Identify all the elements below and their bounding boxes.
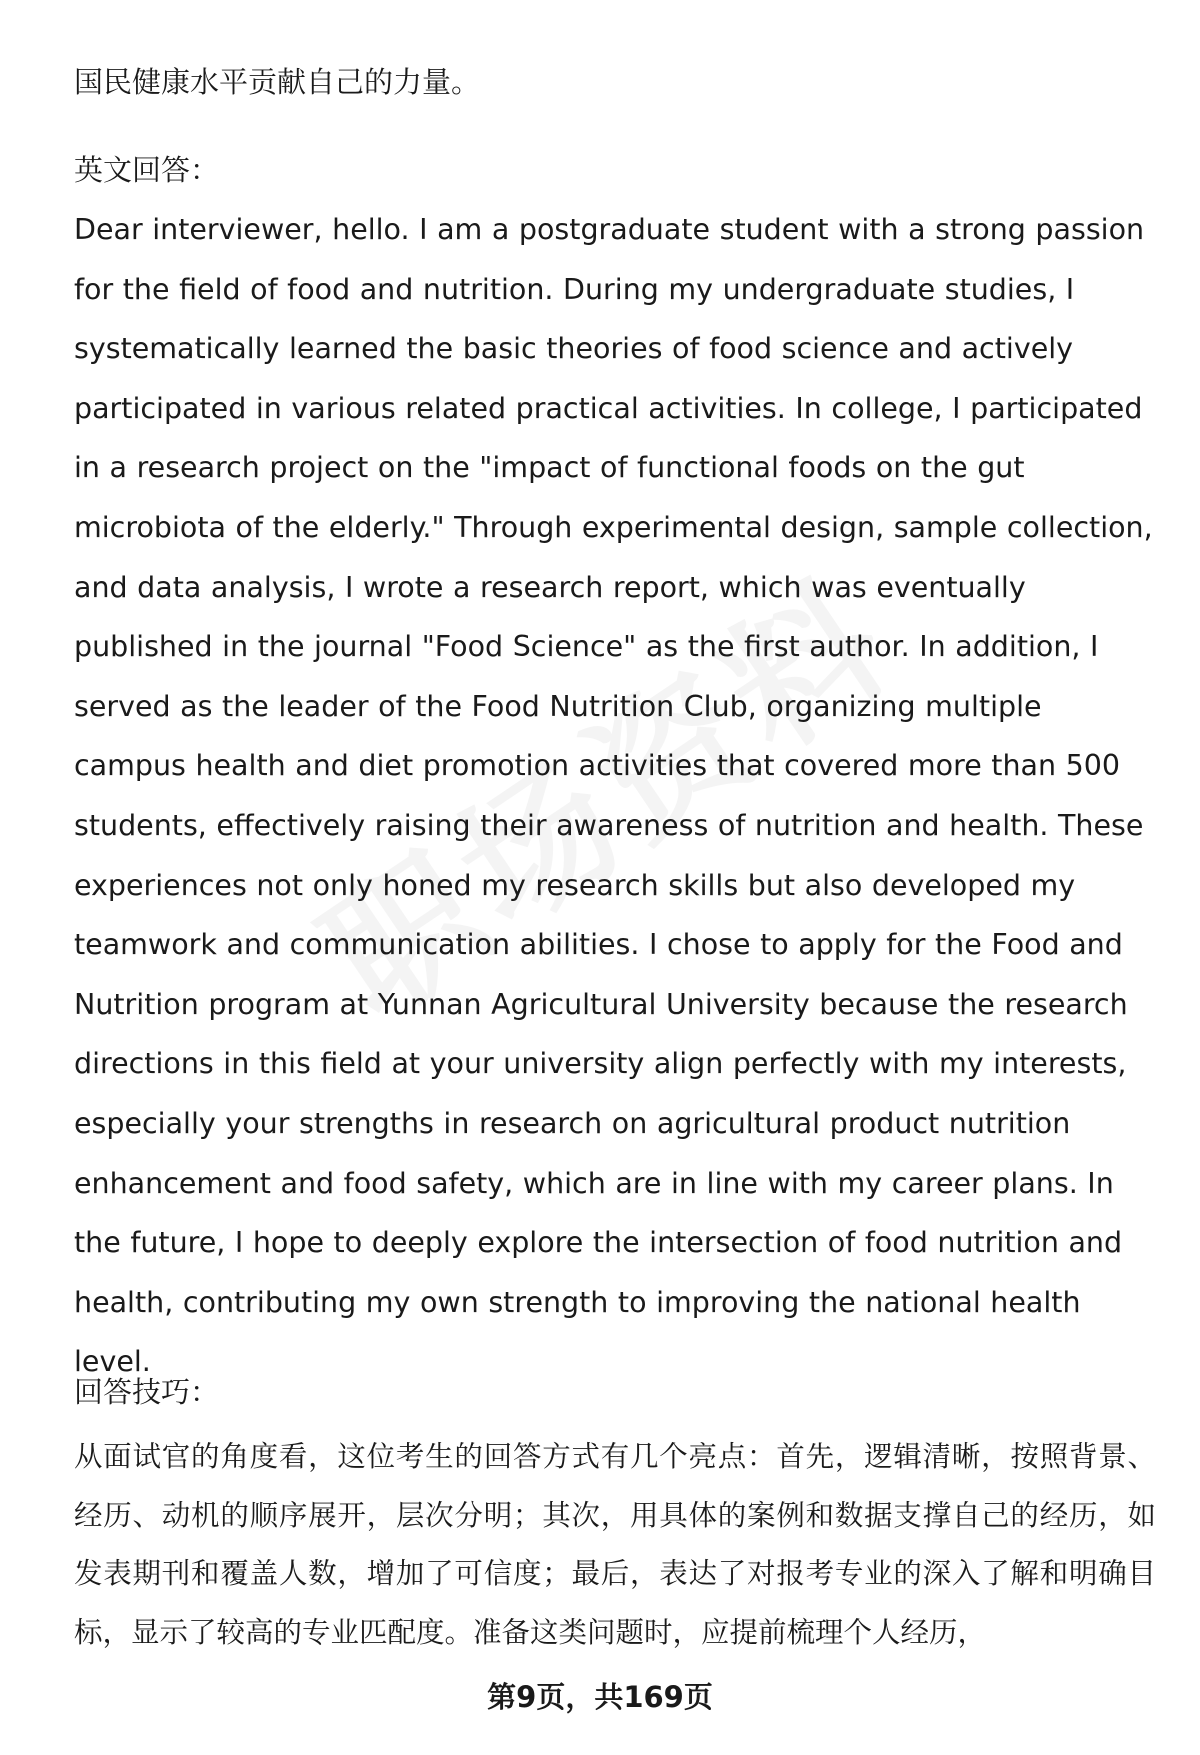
answer-tips-heading: 回答技巧：	[74, 1375, 220, 1409]
answer-tips-paragraph: 从面试官的角度看，这位考生的回答方式有几个亮点：首先，逻辑清晰，按照背景、经历、动机的顺序展开，层次分明；其次，用具体的案例和数据支撑自己的经历，如发表期刊和覆盖人数，增加了可信度；最后，表达了对报考专业的深入了解和明确目标，显示了较高的专业匹配度。准备这类问题时，应提前梳理个人经历，	[74, 1440, 1156, 1649]
english-answer-paragraph: Dear interviewer, hello. I am a postgraduate student with a strong passion for the field of food and nutrition. During my undergraduate studies, I systematically learned the basic theories of food science and actively participated in various related practical activities. In college, I participated in a research project on the "impact of functional foods on the gut microbiota of the elderly." Through experimental design, sample collection, and data analysis, I wrote a research report, which was eventually published in the journal "Food Science" as the first author. In addition, I served as the leader of the Food Nutrition Club, organizing multiple campus health and diet promotion activities that covered more than 500 students, effectively raising their awareness of nutrition and health. These experiences not only honed my research skills but also developed my teamwork and communication abilities. I chose to apply for the Food and Nutrition program at Yunnan Agricultural University because the research directions in this field at your university align perfectly with my interests, especially your strengths in research on agricultural product nutrition enhancement and food safety, which are in line with my career plans. In the future, I hope to deeply explore the intersection of food nutrition and health, contributing my own strength to improving the national health level.	[74, 213, 1153, 1379]
page-number-footer: 第9页，共169页	[487, 1680, 713, 1714]
intro-tail-text: 国民健康水平贡献自己的力量。	[74, 65, 481, 99]
english-answer-heading: 英文回答：	[74, 153, 220, 187]
